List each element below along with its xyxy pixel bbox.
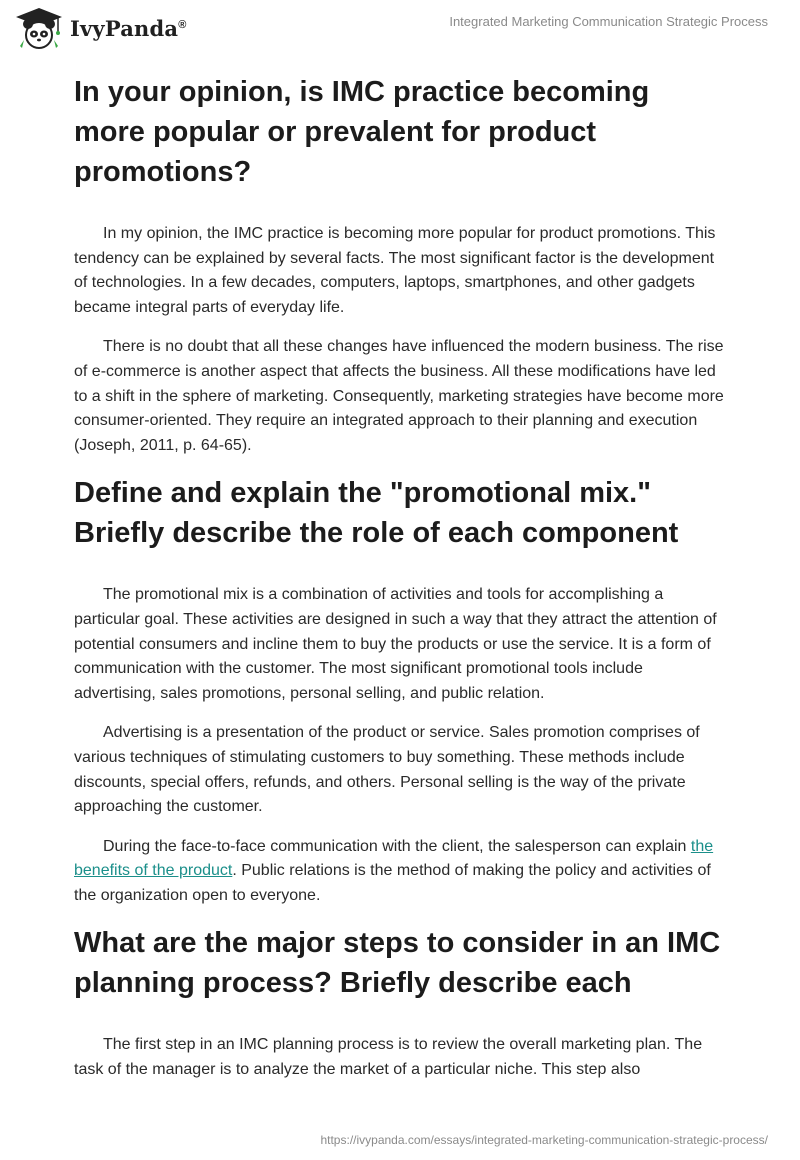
section-heading: Define and explain the "promotional mix." Briefly describe the role of each component	[74, 477, 679, 550]
page-header	[0, 0, 800, 60]
paragraph: In my opinion, the IMC practice is becoming more popular for product promotions. This tendency can be explained by several facts. The most significant factor is the development of technologies. In a few decades, computers, laptops, smartphones, and other gadgets became integral parts of everyday life.	[74, 225, 716, 316]
paragraph-with-link	[74, 835, 726, 909]
brand-name: IvyPanda®	[70, 15, 187, 41]
paragraph: The first step in an IMC planning process is to review the overall marketing plan. The task of the manager is to analyze the market of a particular niche. This step also	[74, 1036, 703, 1079]
footer-source-url[interactable]: https://ivypanda.com/essays/integrated-marketing-communication-strategic-process/	[320, 1133, 768, 1147]
essay-content	[74, 72, 726, 1098]
panda-graduation-cap-icon	[14, 6, 64, 50]
section-heading: In your opinion, is IMC practice becoming more popular or prevalent for product promotions?	[74, 76, 650, 188]
ivypanda-logo[interactable]	[14, 6, 187, 50]
section-heading: What are the major steps to consider in an IMC planning process? Briefly describe each	[74, 927, 721, 1000]
paragraph: The promotional mix is a combination of activities and tools for accomplishing a particular goal. These activities are designed in such a way that they attract the attention of potential consumers and incline them to buy the products or use the service. It is a form of communication with the customer. The most significant promotional tools include advertising, sales promotions, personal selling, and public relation.	[74, 586, 717, 702]
document-title: Integrated Marketing Communication Strategic Process	[449, 14, 768, 29]
paragraph-text: During the face-to-face communication with the client, the salesperson can explain	[103, 837, 691, 855]
paragraph-text: . Public relations is the method of making the policy and activities of the organization open to everyone.	[74, 862, 711, 904]
benefits-of-product-link[interactable]: the benefits of the product	[74, 837, 714, 880]
paragraph: Advertising is a presentation of the product or service. Sales promotion comprises of various techniques of stimulating customers to buy something. These methods include discounts, special offers, refunds, and others. Personal selling is the way of the private approaching the customer.	[74, 724, 700, 816]
paragraph: There is no doubt that all these changes have influenced the modern business. The rise of e-commerce is another aspect that affects the business. All these modifications have led to a shift in the sphere of marketing. Consequently, marketing strategies have become more consumer-oriented. They require an integrated approach to their planning and execution (Joseph, 2011, p. 64-65).	[74, 338, 724, 454]
